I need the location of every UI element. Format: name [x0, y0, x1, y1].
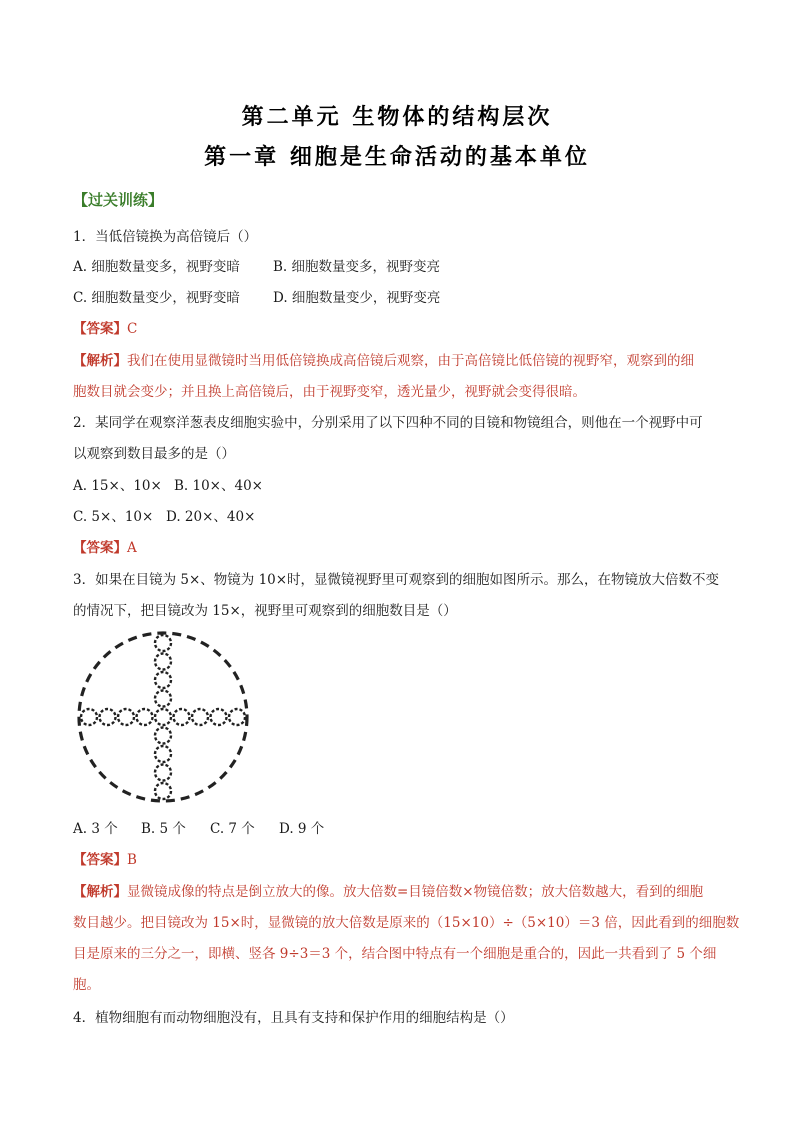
q3-stem-line2: 的情况下，把目镜改为 15×，视野里可观察到的细胞数目是（） [73, 603, 457, 619]
q3-option-d: D. 9 个 [279, 821, 325, 837]
q1-answer-label: 【答案】 [73, 321, 127, 337]
q3-analysis-line3: 目是原来的三分之一，即横、竖各 9÷3＝3 个，结合图中特点有一个细胞是重合的，因此一共看到了 5 个细 [73, 946, 717, 962]
q2-option-a: A. 15×、10× [73, 478, 162, 494]
cell-vertical-8 [155, 765, 171, 781]
q1-analysis [73, 351, 733, 371]
cell-horizontal-3 [118, 709, 134, 725]
q1-option-c: C. 细胞数量变少，视野变暗 [73, 290, 240, 306]
q2-stem-line2: 以观察到数目最多的是（） [73, 446, 235, 462]
q3-analysis-line2: 数目越少。把目镜改为 15×时，显微镜的放大倍数是原来的（15×10）÷（5×10）＝3 倍，因此看到的细胞数 [73, 915, 740, 931]
q3-option-a: A. 3 个 [73, 821, 118, 837]
cell-horizontal-6 [174, 709, 190, 725]
cell-vertical-3 [155, 672, 171, 688]
cell-vertical-6 [155, 728, 171, 744]
horizontal-cell-row [81, 709, 245, 725]
vertical-cell-column [155, 635, 171, 799]
cell-horizontal-8 [211, 709, 227, 725]
cell-horizontal-4 [137, 709, 153, 725]
q3-answer [73, 850, 733, 870]
section-label: 【过关训练】 [73, 191, 164, 209]
q2-answer [73, 538, 733, 558]
unit-title: 第二单元 生物体的结构层次 [241, 105, 553, 130]
q3-answer-label: 【答案】 [73, 852, 127, 868]
cell-vertical-4 [155, 691, 171, 707]
cell-vertical-1 [155, 635, 171, 651]
microscope-field-figure [73, 630, 253, 808]
q1-stem: 1．当低倍镜换为高倍镜后（） [73, 229, 258, 245]
q1-analysis-label: 【解析】 [73, 353, 127, 369]
q1-option-b: B. 细胞数量变多，视野变亮 [273, 259, 441, 275]
cell-horizontal-1 [81, 709, 97, 725]
q1-analysis-line2: 胞数目就会变少；并且换上高倍镜后，由于视野变窄，透光量少，视野就会变得很暗。 [73, 384, 586, 400]
field-of-view-circle [79, 633, 247, 801]
q1-option-d: D. 细胞数量变少，视野变亮 [273, 290, 441, 306]
q3-option-b: B. 5 个 [141, 821, 186, 837]
q4-stem: 4．植物细胞有而动物细胞没有，且具有支持和保护作用的细胞结构是（） [73, 1010, 514, 1026]
cell-horizontal-7 [192, 709, 208, 725]
cell-horizontal-2 [100, 709, 116, 725]
q2-answer-label: 【答案】 [73, 540, 127, 556]
cell-vertical-7 [155, 746, 171, 762]
q1-answer [73, 319, 733, 339]
cell-horizontal-5 [155, 709, 171, 725]
q2-option-c: C. 5×、10× [73, 509, 154, 525]
q3-stem-line1: 3．如果在目镜为 5×、物镜为 10×时，显微镜视野里可观察到的细胞如图所示。那么，在物镜放大倍数不变 [73, 572, 720, 588]
cell-vertical-2 [155, 654, 171, 670]
q1-analysis-line1: 我们在使用显微镜时当用低倍镜换成高倍镜后观察，由于高倍镜比低倍镜的视野窄，观察到的细 [127, 353, 694, 369]
q2-option-b: B. 10×、40× [174, 478, 263, 494]
cell-horizontal-9 [229, 709, 245, 725]
cell-vertical-9 [155, 783, 171, 799]
q3-analysis [73, 882, 733, 902]
q1-option-a: A. 细胞数量变多，视野变暗 [73, 259, 240, 275]
q3-option-c: C. 7 个 [210, 821, 255, 837]
q3-answer-value: B [127, 852, 137, 868]
q2-stem-line1: 2．某同学在观察洋葱表皮细胞实验中，分别采用了以下四种不同的目镜和物镜组合，则他在一个视野中可 [73, 415, 703, 431]
chapter-title: 第一章 细胞是生命活动的基本单位 [204, 145, 590, 170]
q3-analysis-line1: 显微镜成像的特点是倒立放大的像。放大倍数=目镜倍数×物镜倍数；放大倍数越大，看到的细胞 [127, 884, 704, 900]
q2-option-d: D. 20×、40× [166, 509, 256, 525]
q2-answer-value: A [127, 540, 137, 556]
q3-analysis-line4: 胞。 [73, 977, 100, 993]
q3-analysis-label: 【解析】 [73, 884, 127, 900]
q1-answer-value: C [127, 321, 138, 337]
